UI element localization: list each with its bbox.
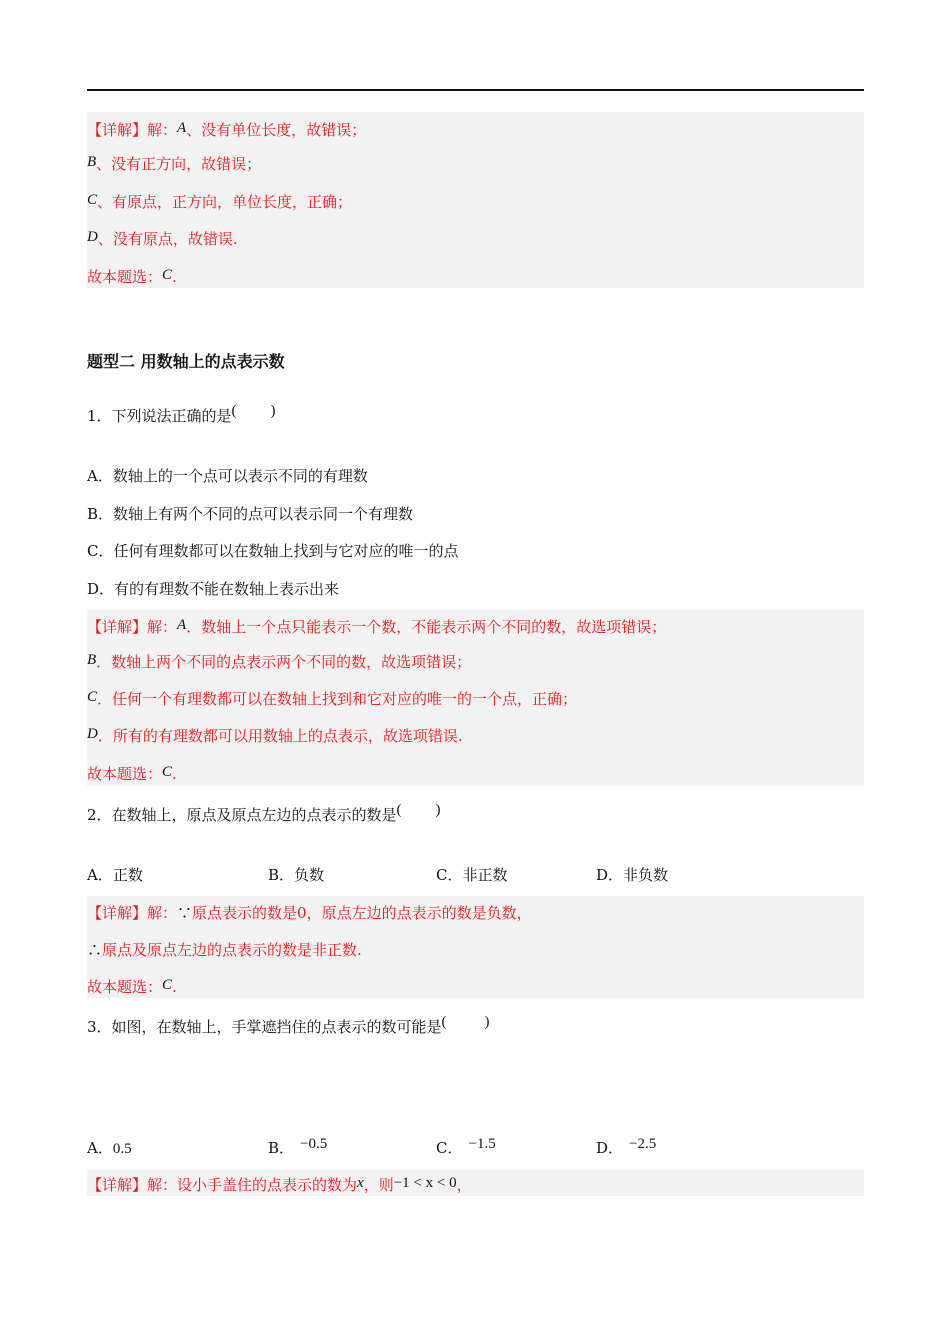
answer-paren-close: ) [270,403,276,419]
question-3-option-b [268,1138,327,1159]
question-1-stem [87,403,276,427]
solution-text: 原点表示的数是0，原点左边的点表示的数是负数， [192,904,532,922]
therefore-symbol: ∴ [87,941,103,959]
math-letter: D [87,229,98,245]
question-2-stem [87,802,441,826]
question-2-option-b: B．负数 [268,866,325,884]
solution-line [87,726,463,747]
solution-prefix: 【详解】解： [87,1176,178,1194]
solution-line [87,940,362,960]
option-label: B． [268,1139,295,1157]
solution-text: ．所有的有理数都可以用数轴上的点表示，故选项错误. [97,727,463,745]
option-label: C． [436,1139,463,1157]
answer-paren-close: ) [435,802,441,818]
answer-paren-open: ( [396,802,402,818]
solution-text: 故本题选： [87,978,163,996]
answer-paren-open: ( [231,403,237,419]
answer-paren-open: ( [441,1014,447,1030]
question-3-option-c [436,1138,496,1159]
question-1-option-c: C．任何有理数都可以在数轴上找到与它对应的唯一的点 [87,542,459,560]
solution-text: . [172,765,177,783]
question-text: 3．如图，在数轴上，手掌遮挡住的点表示的数可能是 [87,1018,442,1036]
solution-prefix: 【详解】解： [87,904,178,922]
solution-line [87,652,471,673]
top-rule [87,89,864,91]
question-2-option-c: C．非正数 [436,866,508,884]
option-label: A． [87,1139,113,1157]
question-1-option-d: D．有的有理数不能在数轴上表示出来 [87,580,340,598]
solution-text: ．数轴上一个点只能表示一个数，不能表示两个不同的数，故选项错误； [186,618,667,636]
solution-line [87,617,666,638]
solution-text: 设小手盖住的点表示的数为 [177,1176,358,1194]
solution-text: . [172,268,177,286]
math-letter: A [177,617,187,633]
question-text: 1．下列说法正确的是 [87,407,232,425]
solution-line [87,267,177,288]
math-letter: D [87,726,98,742]
solution-text: 、有原点，正方向，单位长度，正确； [97,193,353,211]
solution-block-3 [87,1170,864,1196]
solution-line [87,977,177,998]
answer-paren-close: ) [484,1014,490,1030]
option-value: −2.5 [629,1136,657,1152]
solution-text: 故本题选： [87,268,163,286]
solution-block-0 [87,112,864,288]
question-text: 2．在数轴上，原点及原点左边的点表示的数是 [87,806,397,824]
solution-line [87,1175,472,1196]
solution-block-2 [87,896,864,998]
math-letter: C [87,689,98,705]
solution-text: 、没有单位长度，故错误； [186,121,367,139]
math-inequality: −1 < x < 0 [393,1175,457,1191]
solution-line [87,229,238,250]
solution-text: . [172,978,177,996]
solution-prefix: 【详解】解： [87,618,178,636]
solution-prefix: 【详解】解： [87,121,178,139]
option-value: 0.5 [112,1141,132,1157]
option-value: −1.5 [468,1136,496,1152]
solution-text: ．数轴上两个不同的点表示两个不同的数，故选项错误； [96,653,472,671]
question-2-option-d: D．非负数 [596,866,669,884]
math-letter: C [162,977,173,993]
solution-text: 、没有正方向，故错误； [96,155,262,173]
solution-text: 故本题选： [87,765,163,783]
solution-block-1 [87,610,864,786]
solution-line [87,120,366,141]
solution-text: 、没有原点，故错误. [97,230,238,248]
solution-text: 原点及原点左边的点表示的数是非正数. [102,941,362,959]
solution-text: ，则 [363,1176,394,1194]
question-3-option-d [596,1138,656,1159]
solution-line [87,764,177,785]
solution-text: ， [456,1176,472,1194]
math-letter: C [162,267,173,283]
solution-line [87,903,532,923]
math-letter: B [87,652,97,668]
solution-line [87,192,352,213]
solution-line [87,689,577,710]
question-3-option-a [87,1138,132,1159]
section-heading: 题型二 用数轴上的点表示数 [87,352,285,371]
option-value: −0.5 [300,1136,328,1152]
math-letter: B [87,154,97,170]
question-2-option-a: A．正数 [87,866,143,884]
math-variable: x [357,1175,364,1191]
question-3-stem [87,1014,490,1038]
math-letter: C [162,764,173,780]
solution-line [87,154,261,175]
because-symbol: ∵ [177,904,193,922]
question-1-option-b: B．数轴上有两个不同的点可以表示同一个有理数 [87,505,414,523]
math-letter: A [177,120,187,136]
solution-text: ．任何一个有理数都可以在数轴上找到和它对应的唯一的一个点，正确； [97,690,578,708]
question-1-option-a: A．数轴上的一个点可以表示不同的有理数 [87,467,368,485]
math-letter: C [87,192,98,208]
option-label: D． [596,1139,624,1157]
